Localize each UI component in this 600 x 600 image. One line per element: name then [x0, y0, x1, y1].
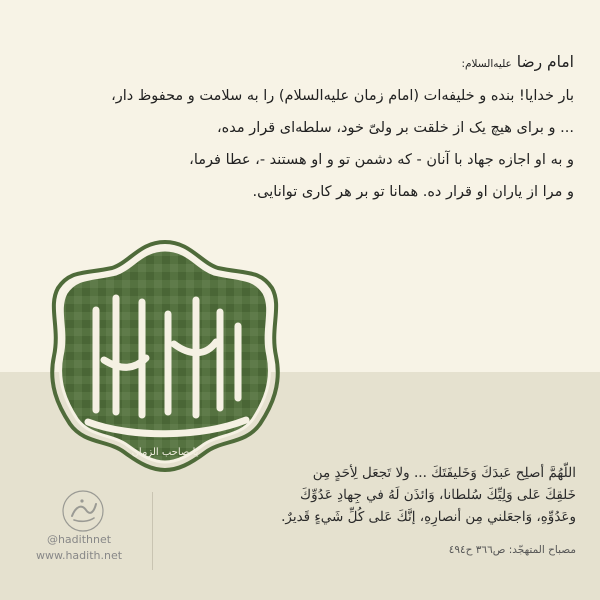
speaker-suffix: علیه‌السلام:: [461, 58, 512, 70]
arabic-line-3: وعَدُوِّهِ، وَاجعَلني مِن أنصارِهِ، إنَّكَ عَلى كُلِّ شَيءٍ قَديرٌ.: [281, 509, 576, 525]
divider: [152, 492, 153, 570]
persian-line-1: بار خدایا! بنده و خلیفه‌ات (امام زمان علیه‌السلام) را به سلامت و محفوظ دار،: [111, 88, 574, 104]
arabic-line-1: اللّهُمَّ أصلِح عَبدَكَ وَخَليفَتَكَ ... ولا تَجعَل لِأحَدٍ مِن: [312, 465, 576, 481]
source-citation: مصباح المتهجّد: ص۳٦٦ ح٤٩٤: [448, 544, 576, 556]
persian-line-2: ... و برای هیچ یک از خلقت بر ولیّ خود، سلطه‌ای قرار مده،: [216, 120, 574, 136]
website-link[interactable]: www.hadith.net: [35, 549, 123, 562]
hadith-calligraphy-logo-icon: [60, 488, 106, 534]
persian-text-block: [26, 50, 574, 208]
calligraphy-emblem: [50, 240, 280, 472]
brand-block: [20, 532, 138, 564]
social-handle[interactable]: @hadithnet: [46, 533, 112, 546]
arabic-supplication: [136, 462, 576, 528]
arabic-line-2: خَلقِكَ عَلى وَلِيِّكَ سُلطانا، وَائذَن لَهُ في جِهادِ عَدُوِّكَ: [300, 487, 576, 503]
emblem-calligraphy-text: یا صاحب الزمان: [131, 447, 199, 458]
speaker-line: [26, 50, 574, 76]
persian-line-4: و مرا از یاران او قرار ده. همانا تو بر هر کاری توانایی.: [252, 184, 574, 200]
speaker-name: امام رضا: [516, 53, 574, 71]
persian-line-3: و به او اجازه جهاد با آنان - که دشمن تو و او هستند -، عطا فرما،: [189, 152, 574, 168]
